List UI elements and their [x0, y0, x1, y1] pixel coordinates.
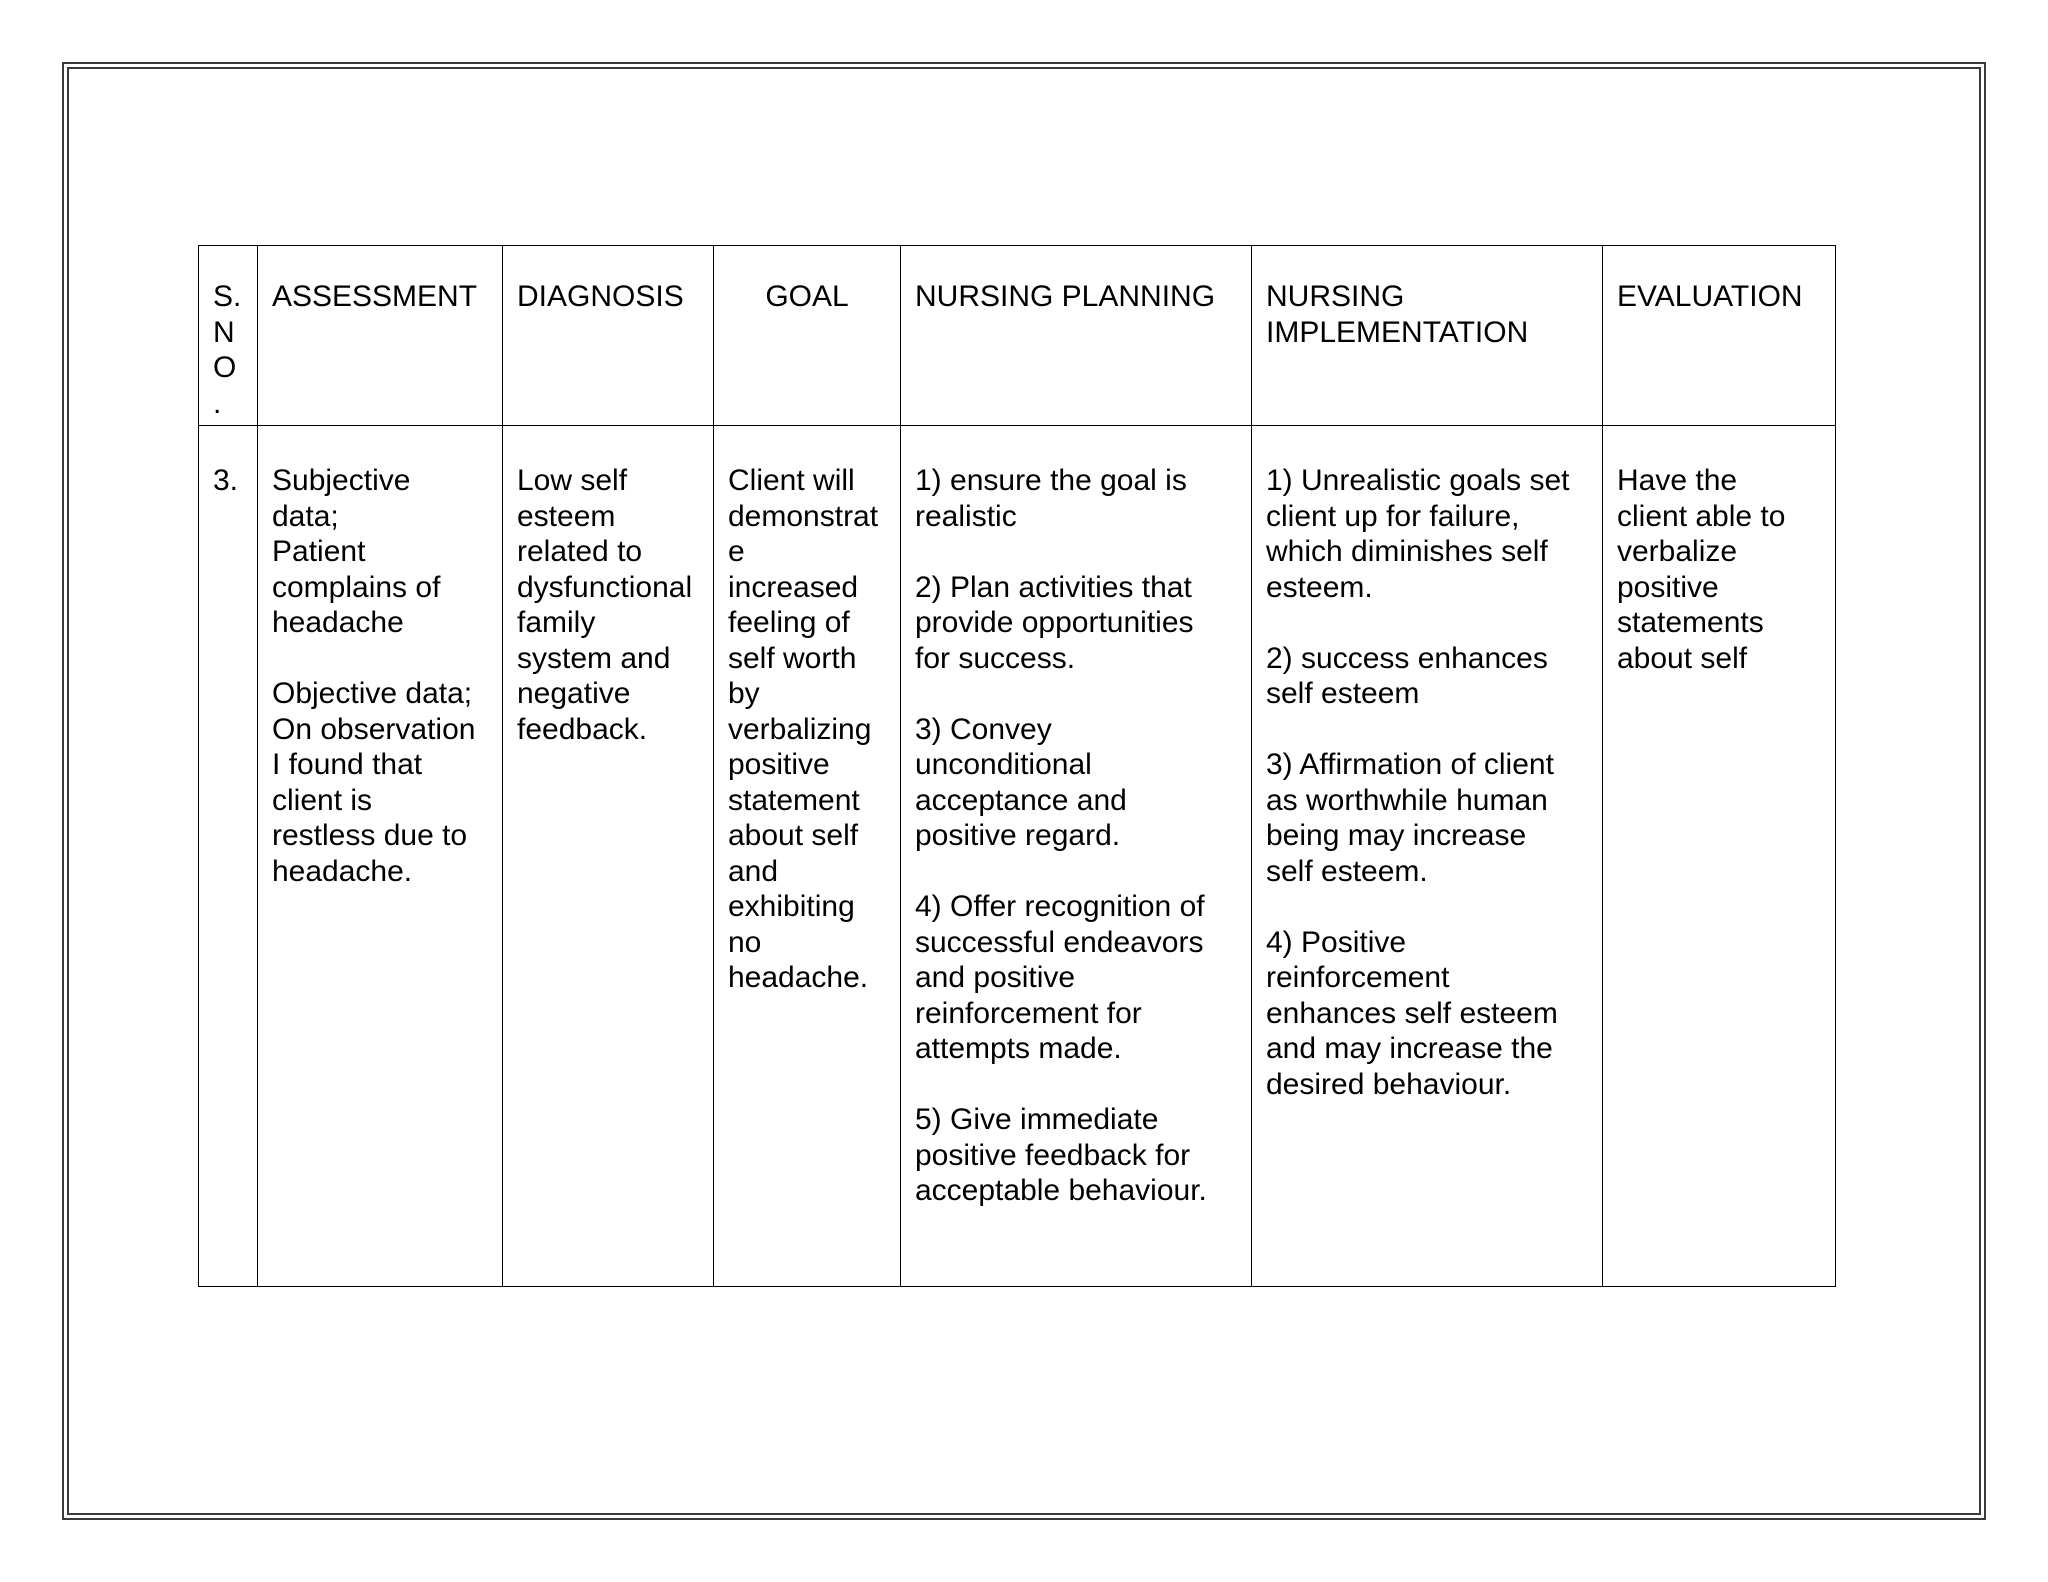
cell-diagnosis-text: Low self esteem related to dysfunctional family system and negative feedback.: [517, 464, 693, 746]
cell-assessment-text: Subjective data; Patient complains of headache Objective data; On observation I found that client is restless due to headache.: [272, 464, 476, 888]
cell-sno: [199, 426, 258, 1287]
cell-assessment: [258, 426, 503, 1287]
header-diagnosis: [503, 246, 714, 426]
header-nursing-planning-label: NURSING PLANNING: [915, 280, 1216, 313]
header-assessment-label: ASSESSMENT: [272, 280, 478, 313]
header-nursing-planning: [901, 246, 1252, 426]
cell-nursing-implementation: [1252, 426, 1603, 1287]
cell-nursing-implementation-text: 1) Unrealistic goals set client up for failure, which diminishes self esteem. 2) success enhances self esteem 3) Affirmation of client as worthwhile human being may increase self esteem. 4) Positive reinforcement enhances self esteem and may increase the desired behaviour.: [1266, 464, 1570, 1101]
cell-evaluation-text: Have the client able to verbalize positive statements about self: [1617, 464, 1786, 675]
nursing-care-plan-table: [198, 245, 1836, 1287]
header-evaluation: [1603, 246, 1836, 426]
cell-goal-text: Client will demonstrat e increased feeling of self worth by verbalizing positive statement about self and exhibiting no headache.: [728, 464, 879, 994]
table-header-row: [199, 246, 1836, 426]
header-evaluation-label: EVALUATION: [1617, 280, 1803, 313]
cell-evaluation: [1603, 426, 1836, 1287]
header-sno-label: S. N O .: [213, 280, 242, 420]
header-diagnosis-label: DIAGNOSIS: [517, 280, 684, 313]
header-sno: [199, 246, 258, 426]
cell-nursing-planning-text: 1) ensure the goal is realistic 2) Plan activities that provide opportunities for success. 3) Convey unconditional acceptance and positive regard. 4) Offer recognition of successful endeavors and positive reinforcement for attempts made. 5) Give immediate positive feedback for acceptable behaviour.: [915, 464, 1207, 1207]
table-row: [199, 426, 1836, 1287]
header-goal: [714, 246, 901, 426]
header-nursing-implementation: [1252, 246, 1603, 426]
header-nursing-implementation-label: NURSING IMPLEMENTATION: [1266, 280, 1529, 349]
header-assessment: [258, 246, 503, 426]
cell-diagnosis: [503, 426, 714, 1287]
header-goal-label: GOAL: [765, 280, 849, 313]
cell-sno-text: 3.: [213, 464, 239, 497]
cell-nursing-planning: [901, 426, 1252, 1287]
cell-goal: [714, 426, 901, 1287]
